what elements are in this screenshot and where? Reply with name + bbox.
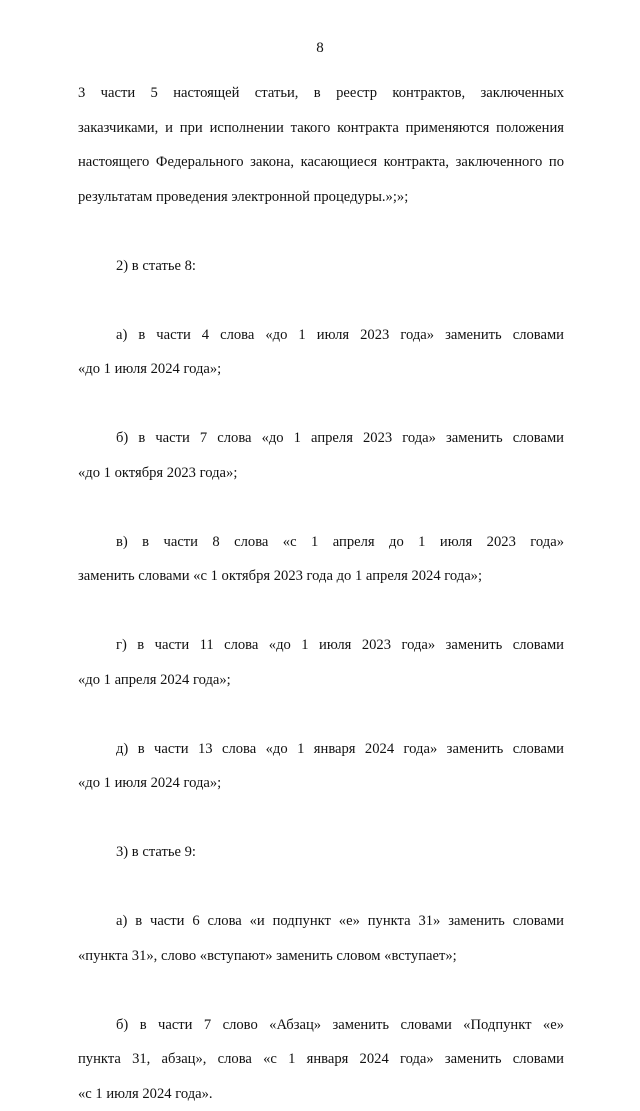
text-line: результатам проведения электронной процедуры.»;»; bbox=[78, 180, 564, 215]
text-line: заказчиками, и при исполнении такого контракта применяются положения bbox=[78, 111, 564, 146]
text-line: заменить словами «с 1 октября 2023 года до 1 апреля 2024 года»; bbox=[78, 559, 564, 594]
paragraph-gap bbox=[78, 870, 564, 905]
text-line: «до 1 апреля 2024 года»; bbox=[78, 663, 564, 698]
paragraph-item-3 bbox=[78, 835, 564, 870]
text-line: пункта 31, абзац», слова «с 1 января 2024 года» заменить словами bbox=[78, 1042, 564, 1077]
text-line: «с 1 июля 2024 года». bbox=[78, 1077, 564, 1111]
paragraph-gap bbox=[78, 283, 564, 318]
paragraph-subitem-a bbox=[78, 318, 564, 387]
text-line: в) в части 8 слова «с 1 апреля до 1 июля 2023 года» bbox=[78, 525, 564, 560]
paragraph-gap bbox=[78, 214, 564, 249]
paragraph-subitem-v bbox=[78, 525, 564, 594]
paragraph-gap bbox=[78, 697, 564, 732]
paragraph-subitem-b-article9 bbox=[78, 1008, 564, 1111]
text-line: б) в части 7 слово «Абзац» заменить словами «Подпункт «е» bbox=[78, 1008, 564, 1043]
text-line: 2) в статье 8: bbox=[78, 249, 564, 284]
text-line: «пункта 31», слово «вступают» заменить словом «вступает»; bbox=[78, 939, 564, 974]
paragraph-subitem-d bbox=[78, 732, 564, 801]
paragraph-gap bbox=[78, 490, 564, 525]
paragraph-gap bbox=[78, 387, 564, 422]
text-line: 3) в статье 9: bbox=[78, 835, 564, 870]
paragraph-gap bbox=[78, 973, 564, 1008]
text-line: «до 1 июля 2024 года»; bbox=[78, 352, 564, 387]
paragraph-gap bbox=[78, 801, 564, 836]
text-line: а) в части 6 слова «и подпункт «е» пункта 31» заменить словами bbox=[78, 904, 564, 939]
text-line: «до 1 октября 2023 года»; bbox=[78, 456, 564, 491]
text-line: «до 1 июля 2024 года»; bbox=[78, 766, 564, 801]
text-line: 3 части 5 настоящей статьи, в реестр контрактов, заключенных bbox=[78, 76, 564, 111]
text-line: б) в части 7 слова «до 1 апреля 2023 года» заменить словами bbox=[78, 421, 564, 456]
paragraph-continuation bbox=[78, 76, 564, 214]
text-line: а) в части 4 слова «до 1 июля 2023 года» заменить словами bbox=[78, 318, 564, 353]
text-line: д) в части 13 слова «до 1 января 2024 года» заменить словами bbox=[78, 732, 564, 767]
paragraph-item-2 bbox=[78, 249, 564, 284]
paragraph-subitem-g bbox=[78, 628, 564, 697]
paragraph-subitem-a-article9 bbox=[78, 904, 564, 973]
page-number: 8 bbox=[0, 40, 640, 57]
paragraph-gap bbox=[78, 594, 564, 629]
text-line: настоящего Федерального закона, касающиеся контракта, заключенного по bbox=[78, 145, 564, 180]
paragraph-subitem-b bbox=[78, 421, 564, 490]
document-body bbox=[78, 76, 564, 1111]
text-line: г) в части 11 слова «до 1 июля 2023 года» заменить словами bbox=[78, 628, 564, 663]
